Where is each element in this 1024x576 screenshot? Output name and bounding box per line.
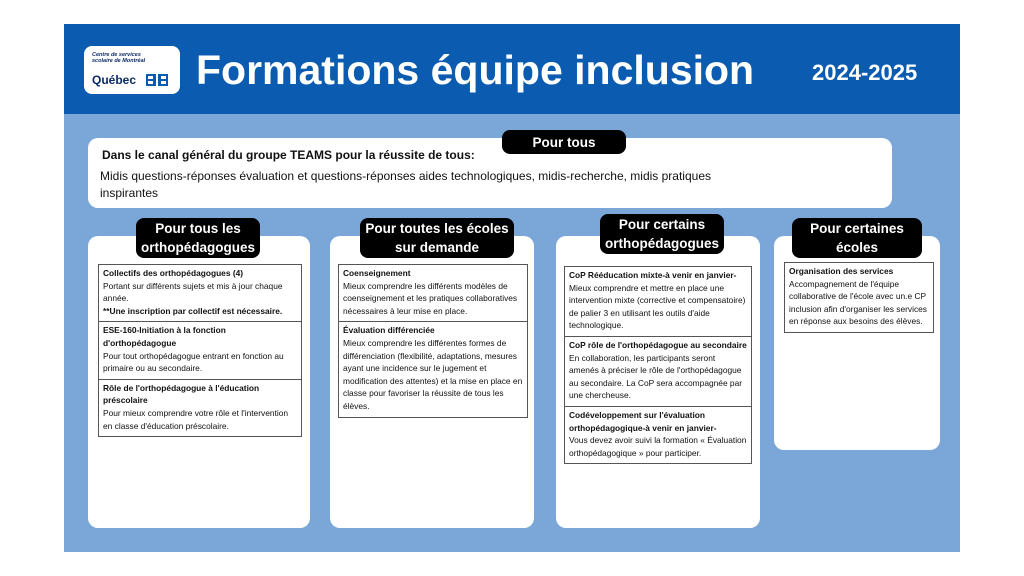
training-title: CoP rôle de l'orthopédagogue au secondaire [569,339,747,350]
training-note: **Une inscription par collectif est nécessaire. [103,305,283,316]
pill-some-orthopedagogues [600,214,724,254]
logo-org-name: Centre de services scolaire de Montréal [92,52,146,64]
pill-line-1: Pour certains [618,217,706,232]
training-description: Mieux comprendre les différents modèles de coenseignement et les pratiques collaboratives nécessaires à leur mise en place. [343,280,518,316]
pill-line-2: écoles [835,240,878,255]
pill-line-2: sur demande [394,240,480,255]
training-description: Pour mieux comprendre votre rôle et l'intervention en classe d'éducation préscolaire. [103,407,289,431]
training-item [565,267,751,336]
training-item [339,321,527,416]
slide [64,24,960,552]
training-title: CoP Rééducation mixte-à venir en janvier- [569,270,737,280]
page-title: Formations équipe inclusion [196,47,755,93]
pill-line-2: orthopédagogues [141,240,255,255]
training-item [339,265,527,321]
column-some-schools [774,236,940,450]
training-title: Collectifs des orthopédagogues (4) [103,268,244,278]
pill-all-orthopedagogues [136,218,260,258]
training-title: Rôle de l'orthopédagogue à l'éducation préscolaire [103,382,260,406]
pill-line-2: orthopédagogues [605,236,719,251]
training-table [564,266,752,464]
pill-line-1: Pour certaines [810,221,904,236]
training-table [338,264,528,418]
training-description: Pour tout orthopédagogue entrant en fonction au primaire ou au secondaire. [103,350,284,374]
training-description: Accompagnement de l'équipe collaborative de l'école avec un.e CP inclusion afin d'organiser les services en réponse aux besoins des élèves. [789,278,927,327]
training-item [565,336,751,406]
training-item [99,265,301,321]
column-all-schools-on-request [330,236,534,528]
pill-line-1: Pour toutes les écoles [365,221,509,236]
training-title: Évaluation différenciée [343,325,435,336]
header-banner [64,24,960,114]
pill-all-schools [360,218,514,258]
column-all-orthopedagogues [88,236,310,528]
training-description: Portant sur différents sujets et mis à jour chaque année. [103,280,283,304]
training-table [98,264,302,437]
all-staff-heading: Dans le canal général du groupe TEAMS pour la réussite de tous: [102,148,475,162]
training-description: Mieux comprendre les différentes formes de différenciation (flexibilité, adaptations, mesures ayant une incidence sur le jugement et modification des attentes) et la mise en place en classe pour favoriser la réussite de tous les élèves. [343,337,523,411]
training-description: En collaboration, les participants seront amenés à préciser le rôle de l'orthopédagogue au secondaire. La CoP sera accompagnée par une chercheuse. [569,352,743,401]
school-year: 2024-2025 [812,60,918,85]
logo-wordmark: Québec [92,73,137,87]
training-title: ESE-160-Initiation à la fonction d'orthopédagogue [103,325,226,348]
training-title: Codéveloppement sur l'évaluation orthopédagogique-à venir en janvier- [569,409,717,433]
training-item [99,321,301,378]
pill-pour-tous: Pour tous [502,130,626,154]
column-some-orthopedagogues [556,236,760,528]
training-description: Mieux comprendre et mettre en place une intervention mixte (corrective et compensatoire) de palier 3 en utilisant les outils d'aide technologique. [569,282,746,331]
training-title: Organisation des services [789,266,894,276]
quebec-flag-icon [146,74,168,86]
training-description: Vous devez avoir suivi la formation « Évaluation orthopédagogique » pour participer. [569,435,747,458]
training-item [565,406,751,463]
training-item [785,263,933,332]
pill-some-schools [792,218,922,258]
pill-line-1: Pour tous les [155,221,241,236]
training-title: Coenseignement [343,268,411,278]
css-montreal-quebec-logo [84,46,180,94]
training-item [99,379,301,436]
training-table [784,262,934,333]
all-staff-box [88,138,892,208]
all-staff-text: Midis questions-réponses évaluation et questions-réponses aides technologiques, midis-recherche, midis pratiques inspirantes [100,169,711,200]
